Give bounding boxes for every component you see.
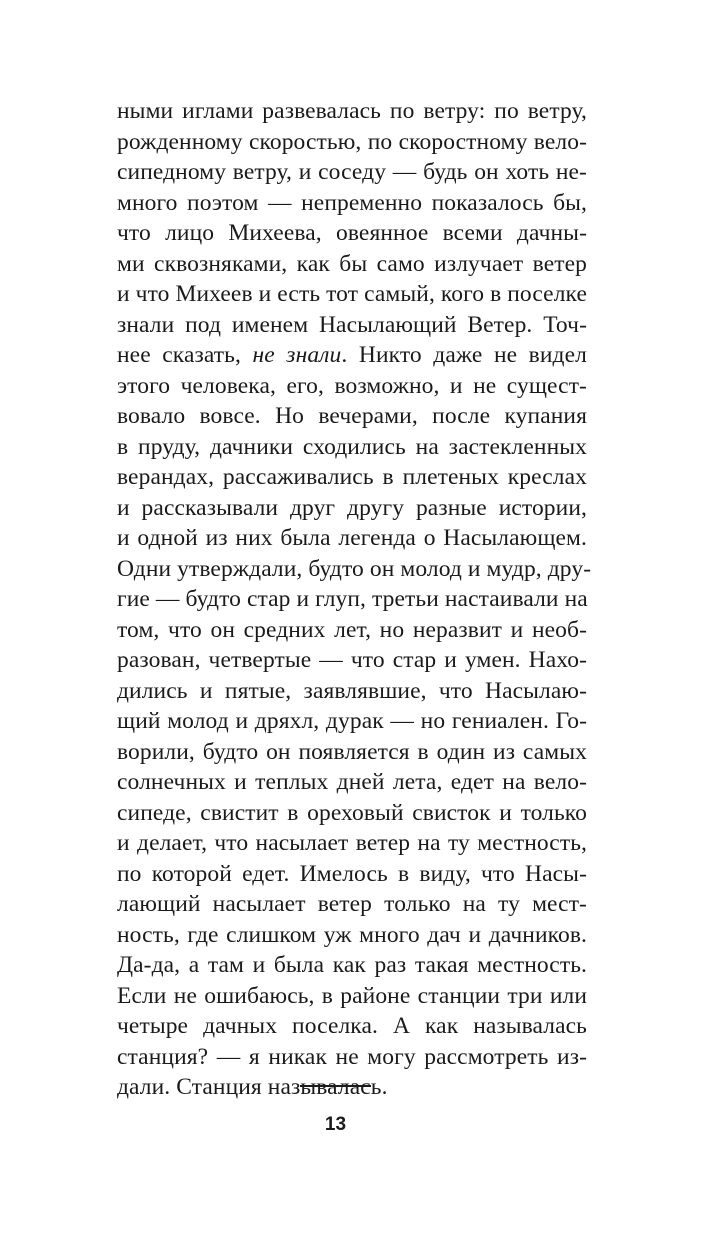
text-line-29: Да-да, а там и была как раз такая местность. — [117, 952, 587, 978]
text-line-9-end: . Никто даже не видел — [341, 342, 587, 368]
text-line-22: ворили, будто он появляется в один из самых — [117, 738, 587, 765]
text-line-15: и одной из них была легенда о Насылающем. — [117, 525, 587, 551]
text-line-33: дали. Станция называлась. — [117, 1074, 388, 1100]
text-line-10: этого человека, его, возможно, и не сущест- — [117, 372, 587, 399]
text-line-13: верандах, рассаживались в плетеных креслах — [117, 464, 587, 490]
text-line-28: ность, где слишком уж много дач и дачников. — [117, 921, 587, 948]
text-line-16: Одни утверждали, будто он молод и мудр, дру- — [117, 555, 592, 582]
text-line-5: что лицо Михеева, овеянное всеми дачны- — [117, 220, 587, 246]
text-line-7: и что Михеев и есть тот самый, кого в поселке — [117, 281, 587, 307]
text-line-19: разован, четвертые — что стар и умен. Нахо- — [117, 647, 587, 673]
text-line-6: ми сквозняками, как бы само излучает ветер — [117, 250, 587, 277]
text-line-9-start: нее сказать, — [117, 342, 253, 368]
text-line-2: рожденному скоростью, по скоростному вело- — [117, 128, 587, 155]
text-line-26: по которой едет. Имелось в виду, что Насы- — [117, 860, 587, 887]
text-line-21: щий молод и дряхл, дурак — но гениален. Го- — [117, 708, 587, 734]
text-line-27: лающий насылает ветер только на ту мест- — [117, 891, 587, 917]
text-line-32: станция? — я никак не могу рассмотреть из- — [117, 1043, 587, 1070]
body-text — [117, 96, 592, 1103]
section-divider — [300, 1085, 371, 1087]
text-line-17: гие — будто стар и глуп, третьи настаивали на — [117, 586, 588, 612]
text-line-18: том, что он средних лет, но неразвит и необ- — [117, 616, 587, 643]
text-line-1: ными иглами развевалась по ветру: по ветру, — [117, 98, 587, 124]
text-line-3: сипедному ветру, и соседу — будь он хоть не- — [117, 159, 587, 185]
page-number: 13 — [324, 1114, 347, 1135]
text-line-9 — [117, 340, 587, 371]
text-line-8: знали под именем Насылающий Ветер. Точ- — [117, 311, 587, 338]
text-line-25: и делает, что насылает ветер на ту местность, — [117, 830, 587, 856]
text-line-12: в пруду, дачники сходились на застекленных — [117, 433, 587, 460]
text-line-4: много поэтом — непременно показалось бы, — [117, 189, 587, 216]
text-line-23: солнечных и теплых дней лета, едет на вело- — [117, 769, 587, 795]
text-line-11: вовало вовсе. Но вечерами, после купания — [117, 403, 587, 429]
text-line-20: дились и пятые, заявлявшие, что Насылаю- — [117, 677, 587, 704]
text-line-14: и рассказывали друг другу разные истории, — [117, 494, 587, 521]
text-line-30: Если не ошибаюсь, в районе станции три или — [117, 982, 587, 1009]
italic-emphasis: не знали — [252, 342, 342, 368]
text-line-24: сипеде, свистит в ореховый свисток и только — [117, 799, 587, 826]
text-line-31: четыре дачных поселка. А как называлась — [117, 1013, 587, 1039]
